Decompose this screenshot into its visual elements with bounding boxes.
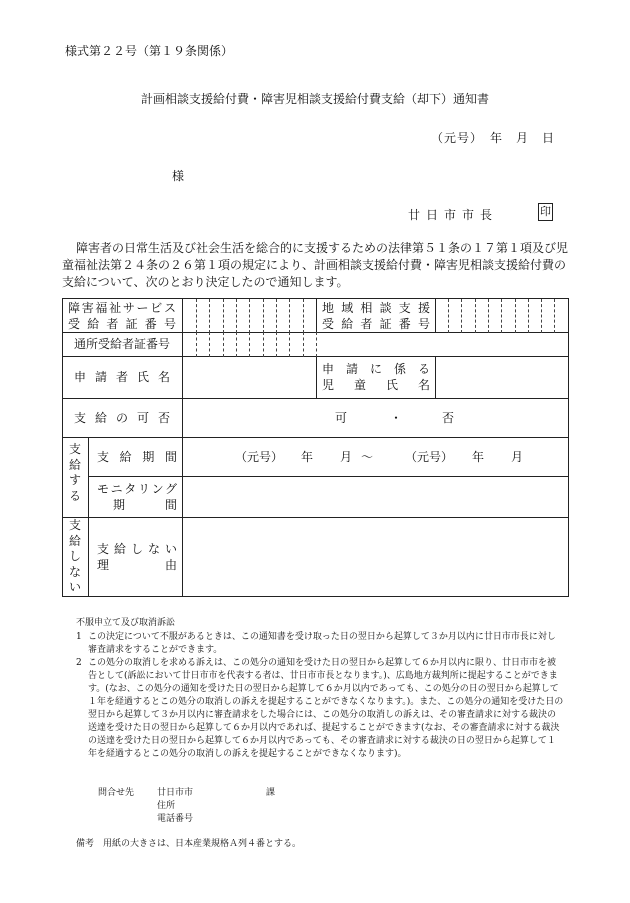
period-label: 支給期間: [97, 450, 177, 464]
remark: 備考 用紙の大きさは、日本産業規格Ａ列４番とする。: [76, 839, 302, 849]
note-2: この処分の取消しを求める訴えは、この処分の通知を受けた日の翌日から起算して６か月以内に限り、廿日市市を被告として(訴訟において廿日市市を代表する者は、廿日市市長となります。)、広島地方裁判所に提起することができます。(なお、この処分の通知を受けた日の翌日から起算して６か月以内であっても、この処分の日の翌日から起算して１年を経過するとこの処分の取消しの訴えを提起することができなくなります。)。また、この処分の通知を受けた日の翌日から起算して３か月以内に審査請求をした場合には、この処分の取消しの訴えは、その審査請求に対する裁決の送達を受けた日の翌日から起算して６か月以内であれば、提起することができます(なお、その審査請求に対する裁決の送達を受けた日の翌日から起算して６か月以内であっても、その審査請求に対する裁決の日の翌日から起算して１年を経過するとこの処分の取消しの訴えを提起することができなくなります)。: [88, 658, 564, 759]
contact-phone: 電話番号: [157, 814, 194, 824]
decision-yes: 可: [335, 411, 348, 425]
digit-box: [303, 299, 304, 333]
digit-box: [528, 299, 529, 333]
contact-label: 問合せ先: [98, 788, 135, 798]
welfare-number-label: 障害福祉サービス 受給者証番号: [68, 301, 176, 331]
contact-org: 廿日市市: [157, 788, 194, 798]
reason-label: 支給しない 理由: [97, 542, 177, 572]
period-era-end: （元号）: [405, 450, 454, 464]
col-divider: [435, 356, 436, 399]
digit-box: [263, 332, 264, 357]
monitoring-label: モニタリング 期間: [97, 482, 177, 512]
digit-box: [515, 299, 516, 333]
digit-box: [223, 299, 224, 333]
decision-no: 否: [442, 411, 455, 425]
note-1: この決定について不服があるときは、この通知書を受け取った日の翌日から起算して３か月以内に廿日市市長に対し審査請求をすることができます。: [88, 632, 556, 655]
row-divider: [63, 437, 568, 438]
digit-box: [276, 299, 277, 333]
period-month-start: 月: [340, 450, 353, 464]
period-era-start: （元号）: [235, 450, 284, 464]
digit-box: [461, 299, 462, 333]
child-name-label: 申請に係る 児童氏名: [322, 362, 430, 392]
col-divider: [316, 299, 317, 333]
digit-box: [488, 299, 489, 333]
note-2-number: 2: [76, 658, 82, 668]
notes-heading: 不服申立て及び取消訴訟: [76, 618, 176, 628]
period-year-end: 年: [472, 450, 485, 464]
digit-box: [223, 332, 224, 357]
digit-box: [236, 299, 237, 333]
issuer-name: 廿日市市長: [408, 208, 499, 222]
grant-group-label: 支給する: [68, 442, 81, 503]
digit-box: [276, 332, 277, 357]
digit-box: [475, 299, 476, 333]
digit-box: [554, 299, 555, 333]
contact-address: 住所: [157, 801, 176, 811]
decision-label: 支給の可否: [74, 411, 170, 425]
digit-box: [209, 332, 210, 357]
digit-box: [303, 332, 304, 357]
regional-number-label: 地域相談支援 受給者証番号: [322, 301, 430, 331]
digit-box: [236, 332, 237, 357]
digit-box: [249, 299, 250, 333]
contact-section: 課: [266, 788, 276, 798]
page-title: 計画相談支援給付費・障害児相談支援給付費支給（却下）通知書: [140, 92, 489, 106]
row-divider: [63, 517, 568, 518]
digit-box: [289, 332, 290, 357]
day-service-number-label: 通所受給者証番号: [74, 337, 171, 351]
addressee-suffix: 様: [172, 169, 185, 183]
intro-paragraph: 障害者の日常生活及び社会生活を総合的に支援するための法律第５１条の１７第１項及び児童福祉法第２４条の２６第１項の規定により、計画相談支援給付費・障害児相談支援給付費の支給について、次のとおり決定したので通知します。: [62, 241, 569, 289]
digit-box: [249, 332, 250, 357]
digit-box: [448, 299, 449, 333]
digit-box: [316, 332, 317, 357]
col-divider: [182, 299, 183, 596]
decision-separator: ・: [390, 411, 403, 425]
decision-table: [62, 298, 569, 597]
digit-box: [196, 299, 197, 333]
col-divider: [435, 299, 436, 333]
col-divider: [316, 356, 317, 399]
applicant-name-label: 申請者氏名: [74, 370, 170, 384]
date-line: （元号） 年 月 日: [430, 131, 555, 145]
digit-box: [289, 299, 290, 333]
digit-box: [209, 299, 210, 333]
period-tilde: ～: [361, 450, 374, 464]
col-divider: [88, 437, 89, 596]
digit-box: [263, 299, 264, 333]
digit-box: [541, 299, 542, 333]
nogrant-group-label: 支給しない: [68, 518, 81, 594]
digit-box: [501, 299, 502, 333]
form-number: 様式第２２号（第１９条関係）: [65, 44, 234, 58]
seal-mark: 印: [538, 203, 553, 221]
period-year-start: 年: [301, 450, 314, 464]
digit-box: [196, 332, 197, 357]
row-divider: [88, 476, 568, 477]
period-month-end: 月: [511, 450, 524, 464]
note-1-number: 1: [76, 632, 82, 642]
